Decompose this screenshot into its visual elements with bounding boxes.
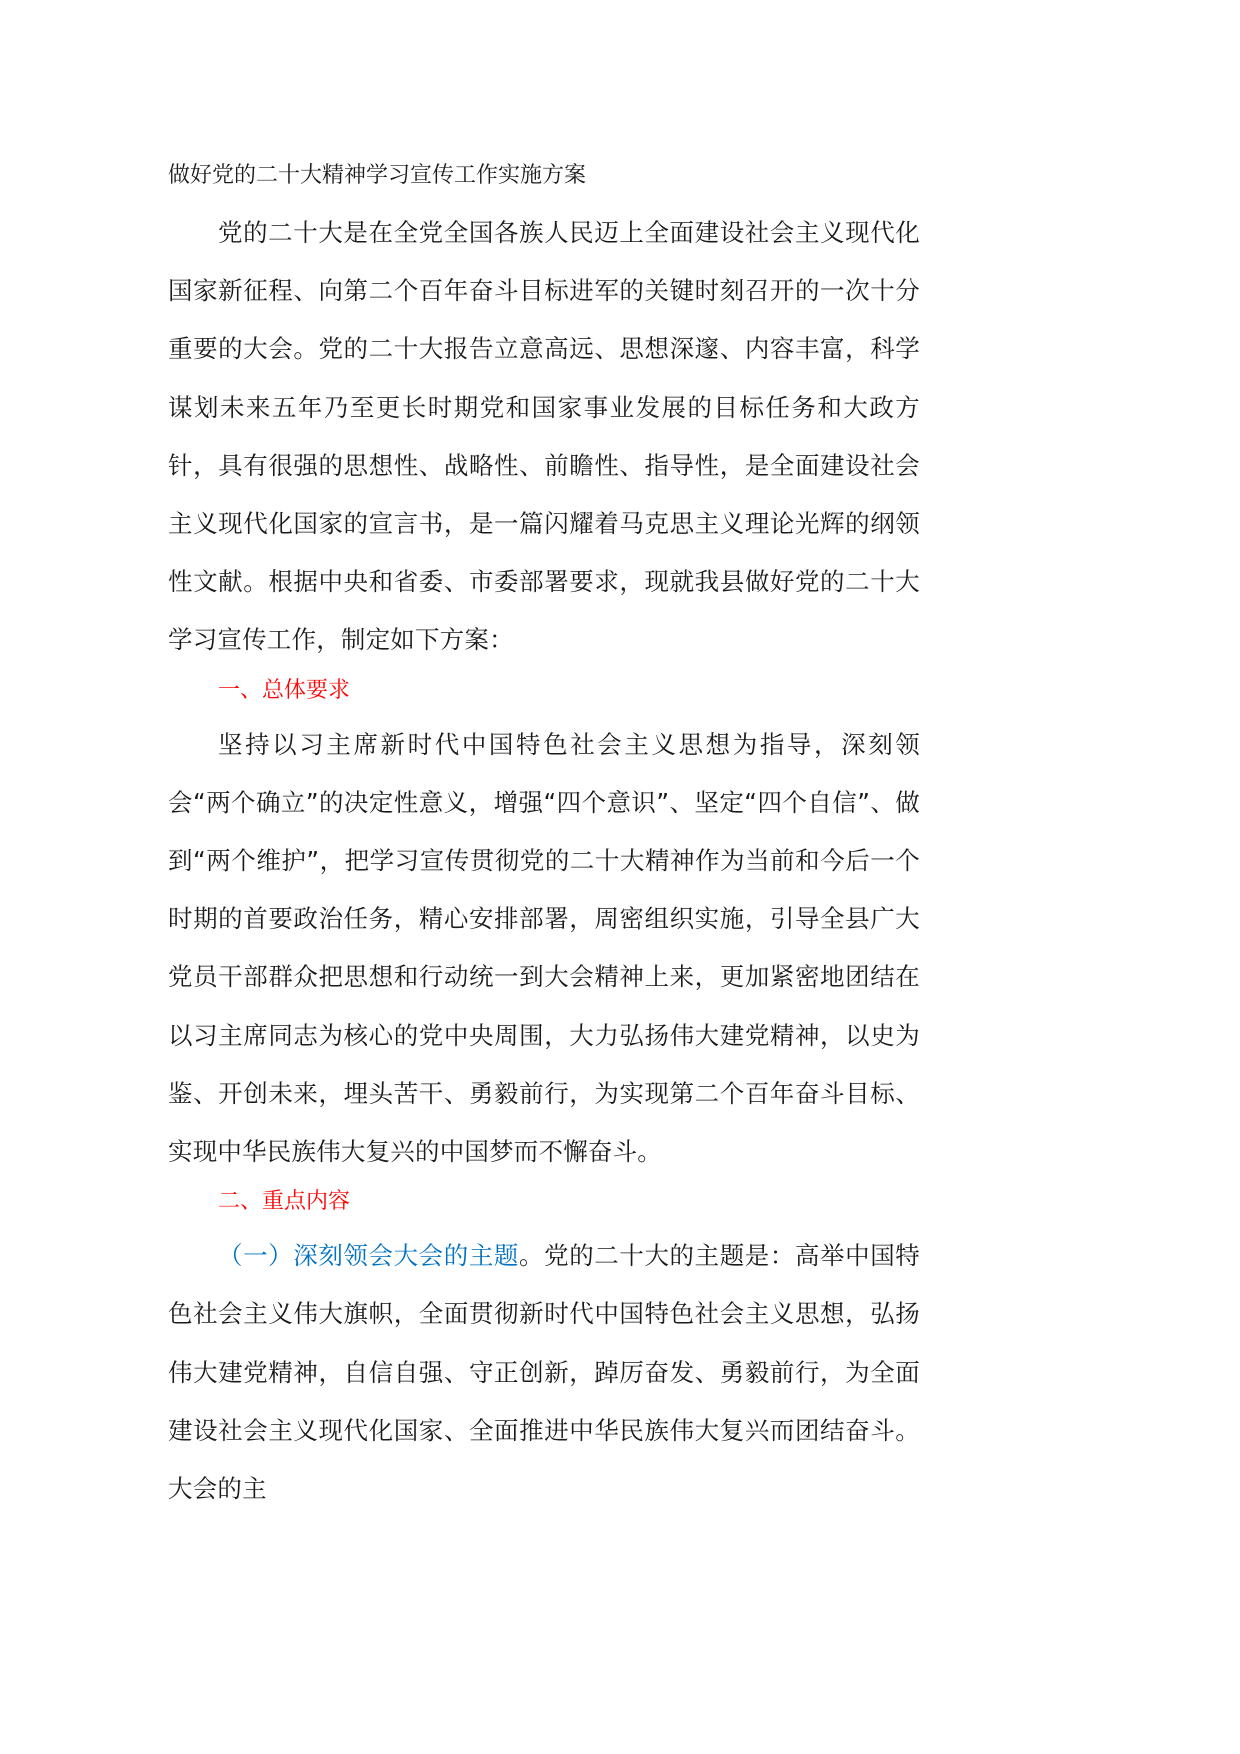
general-requirements-paragraph: 坚持以习主席新时代中国特色社会主义思想为指导，深刻领会“两个确立”的决定性意义，增强“四个意识”、坚定“四个自信”、做到“两个维护”，把学习宣传贯彻党的二十大精神作为当前和今后一个时期的首要政治任务，精心安排部署，周密组织实施，引导全县广大党员干部群众把思想和行动统一到大会精神上来，更加紧密地团结在以习主席同志为核心的党中央周围，大力弘扬伟大建党精神，以史为鉴、开创未来，埋头苦干、勇毅前行，为实现第二个百年奋斗目标、实现中华民族伟大复兴的中国梦而不懈奋斗。 <box>168 729 920 1167</box>
document-body <box>168 154 920 1518</box>
section-heading-key-content: 二、重点内容 <box>218 1189 351 1215</box>
subsection-body-theme: 党的二十大的主题是：高举中国特色社会主义伟大旗帜，全面贯彻新时代中国特色社会主义思想，弘扬伟大建党精神，自信自强、守正创新，踔厉奋发、勇毅前行，为全面建设社会主义现代化国家、全面推进中华民族伟大复兴而团结奋斗。大会的主 <box>168 1241 921 1504</box>
intro-paragraph: 党的二十大是在全党全国各族人民迈上全面建设社会主义现代化国家新征程、向第二个百年奋斗目标进军的关键时刻召开的一次十分重要的大会。党的二十大报告立意高远、思想深邃、内容丰富，科学谋划未来五年乃至更长时期党和国家事业发展的目标任务和大政方针，具有很强的思想性、战略性、前瞻性、指导性，是全面建设社会主义现代化国家的宣言书，是一篇闪耀着马克思主义理论光辉的纲领性文献。根据中央和省委、市委部署要求，现就我县做好党的二十大学习宣传工作，制定如下方案： <box>168 218 920 655</box>
document-title: 做好党的二十大精神学习宣传工作实施方案 <box>168 163 587 188</box>
section-heading-general-requirements: 一、总体要求 <box>218 677 351 703</box>
subsection-label-theme: （一）深刻领会大会的主题 <box>218 1241 520 1271</box>
subsection-label-period: 。 <box>519 1241 545 1271</box>
key-content-paragraph <box>168 1227 920 1518</box>
